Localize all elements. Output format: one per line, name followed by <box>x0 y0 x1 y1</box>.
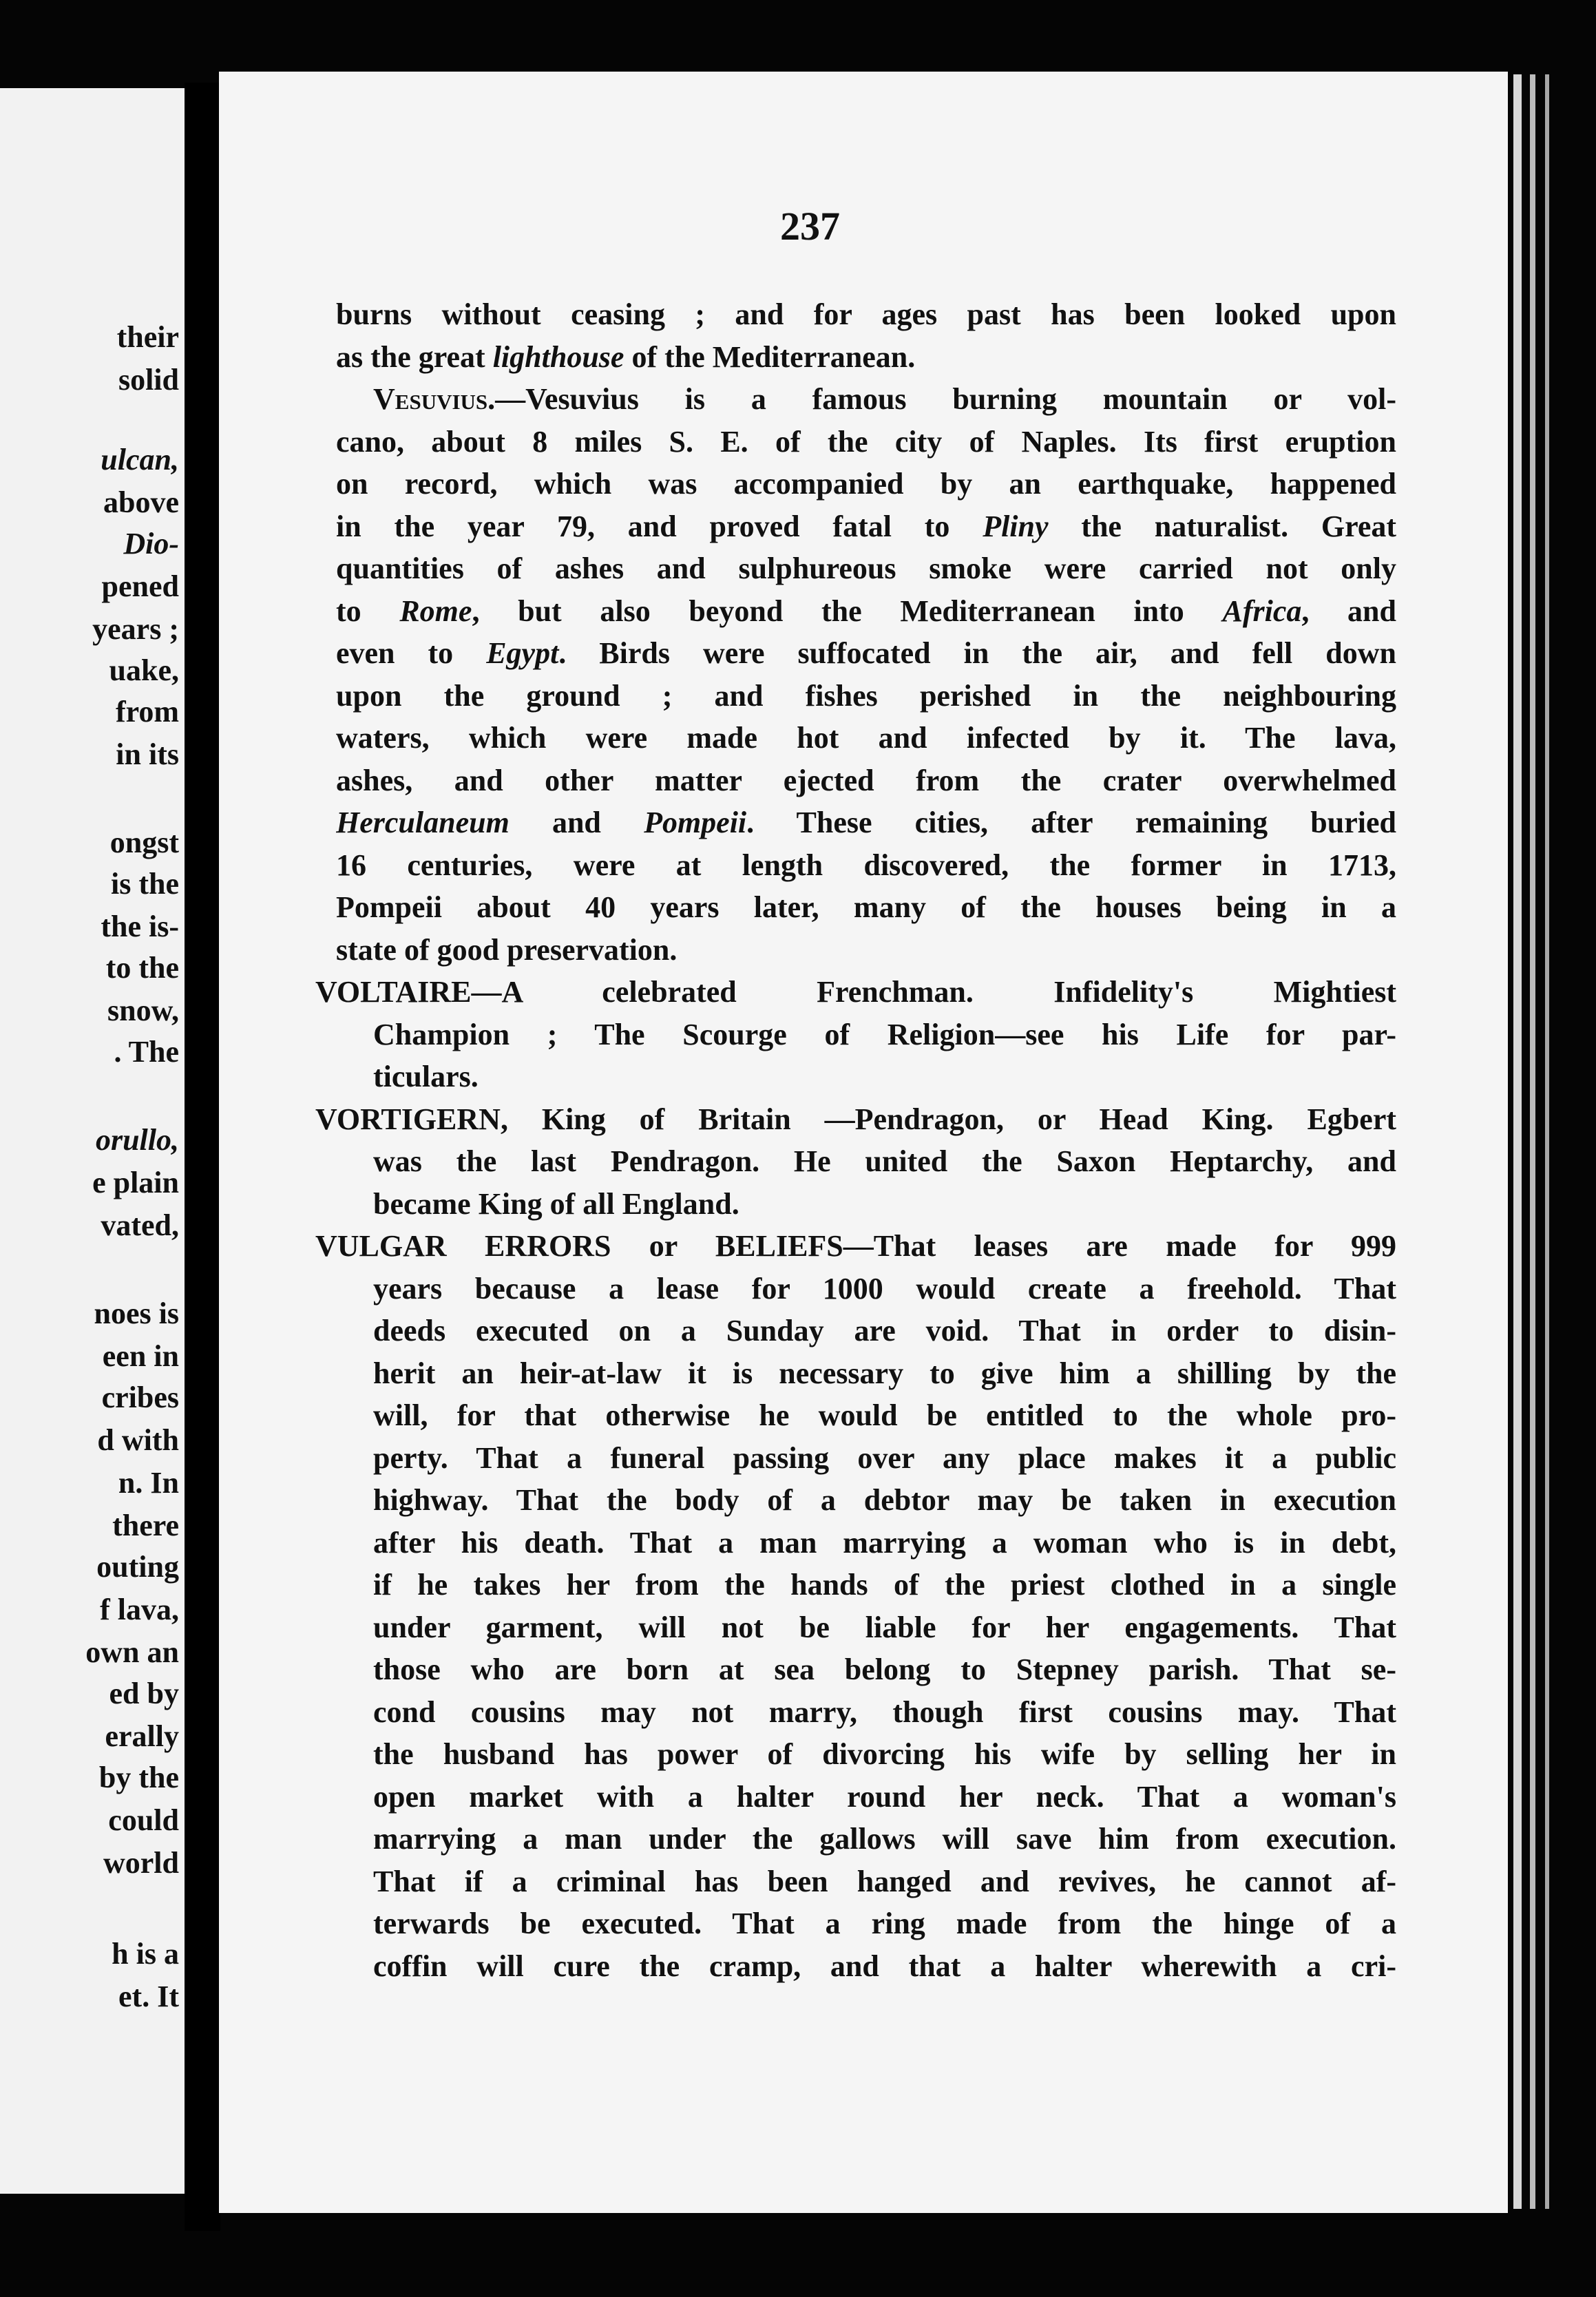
text-run: marrying a man under the gallows will save him from execution. <box>373 1822 1396 1856</box>
left-page-text-fragment: is the <box>111 867 179 901</box>
text-line <box>336 1479 1396 1522</box>
page-number: 237 <box>780 204 840 249</box>
text-run: VOLTAIRE—A celebrated Frenchman. Infidelity's Mightiest <box>315 975 1396 1009</box>
text-run: Pompeii about 40 years later, many of the houses being in a <box>336 890 1396 924</box>
left-page-edge <box>0 88 185 2194</box>
text-run: . These cities, after remaining buried <box>746 806 1396 839</box>
text-run: state of good preservation. <box>336 932 678 967</box>
text-line <box>336 1394 1396 1437</box>
left-page-text-fragment: to the <box>105 951 179 985</box>
text-line <box>336 632 1396 675</box>
text-line <box>336 1648 1396 1691</box>
text-run: on record, which was accompanied by an earthquake, happened <box>336 467 1396 501</box>
text-run: coffin will cure the cramp, and that a halter wherewith a cri- <box>373 1949 1396 1983</box>
italic-text: lighthouse <box>492 339 624 374</box>
left-page-text-fragment: there <box>112 1509 179 1542</box>
left-page-text-fragment: years ; <box>92 612 179 646</box>
text-line <box>336 1902 1396 1945</box>
text-run: in the year 79, and proved fatal to <box>336 509 983 543</box>
left-page-text-fragment: h is a <box>112 1937 179 1971</box>
text-run: Vesuvius. <box>373 382 496 416</box>
text-line <box>336 293 1396 336</box>
left-page-text-fragment: noes is <box>94 1297 179 1330</box>
text-line <box>336 759 1396 802</box>
text-run: and <box>509 806 644 839</box>
text-line <box>315 1098 1396 1141</box>
left-page-text-fragment: orullo, <box>95 1123 179 1157</box>
left-page-text-fragment: from <box>115 695 179 728</box>
left-page-text-fragment: d with <box>97 1423 179 1457</box>
text-run: , and <box>1301 594 1396 628</box>
text-run: the husband has power of divorcing his wife by selling her in <box>373 1737 1396 1771</box>
text-line <box>336 1691 1396 1734</box>
text-line <box>315 971 1396 1014</box>
text-run: That if a criminal has been hanged and revives, he cannot af- <box>373 1864 1396 1898</box>
text-run: was the last Pendragon. He united the Saxon Heptarchy, and <box>373 1144 1396 1178</box>
text-line <box>336 1818 1396 1860</box>
italic-text: Pompeii <box>644 806 747 839</box>
text-run: VULGAR ERRORS or BELIEFS—That leases are made for 999 <box>315 1229 1396 1263</box>
text-line <box>336 1437 1396 1480</box>
left-page-text-fragment: their <box>116 320 179 354</box>
text-run: those who are born at sea belong to Stepney parish. That se- <box>373 1653 1396 1686</box>
text-run: 16 centuries, were at length discovered, the former in 1713, <box>336 848 1396 882</box>
text-run: to <box>336 594 400 628</box>
text-run: herit an heir-at-law it is necessary to give him a shilling by the <box>373 1356 1396 1390</box>
left-page-text-fragment: the is- <box>101 910 179 943</box>
text-line <box>336 547 1396 590</box>
text-line <box>336 1945 1396 1988</box>
text-line <box>336 336 1396 379</box>
page-edge-strip <box>1530 74 1535 2209</box>
text-run: quantities of ashes and sulphureous smoke were carried not only <box>336 552 1396 585</box>
text-run: if he takes her from the hands of the priest clothed in a single <box>373 1568 1396 1602</box>
text-run: the naturalist. Great <box>1048 509 1396 543</box>
text-run: perty. That a funeral passing over any place makes it a public <box>373 1440 1396 1475</box>
text-run: open market with a halter round her neck. That a woman's <box>373 1779 1396 1814</box>
book-gutter <box>185 83 220 2231</box>
text-line <box>315 1225 1396 1268</box>
text-line <box>336 463 1396 505</box>
text-line <box>336 505 1396 548</box>
text-run: Champion ; The Scourge of Religion—see his Life for par- <box>373 1017 1396 1051</box>
left-page-text-fragment: snow, <box>107 994 179 1027</box>
italic-text: Rome <box>399 594 472 628</box>
left-page-text-fragment: by the <box>98 1761 179 1794</box>
text-line <box>336 1522 1396 1564</box>
left-page-text-fragment: f lava, <box>100 1593 179 1626</box>
text-run: even to <box>336 636 487 670</box>
text-run: cano, about 8 miles S. E. of the city of Naples. Its first eruption <box>336 424 1396 459</box>
text-run: burns without ceasing ; and for ages past has been looked upon <box>336 297 1396 331</box>
left-page-text-fragment: above <box>103 485 179 519</box>
left-page-text-fragment: et. It <box>118 1980 179 2013</box>
text-line <box>336 590 1396 633</box>
text-run: years because a lease for 1000 would create a freehold. That <box>373 1271 1396 1305</box>
text-line <box>336 1564 1396 1606</box>
left-page-text-fragment: ongst <box>109 826 179 859</box>
text-line <box>336 1606 1396 1649</box>
left-page-text-fragment: solid <box>118 363 179 397</box>
text-run: highway. That the body of a debtor may be taken in execution <box>373 1483 1396 1517</box>
left-page-text-fragment: . The <box>114 1035 179 1069</box>
italic-text: Africa <box>1222 594 1302 628</box>
text-line <box>336 1183 1396 1226</box>
text-line <box>336 675 1396 717</box>
text-line <box>336 1352 1396 1395</box>
left-page-text-fragment: ulcan, <box>101 443 179 476</box>
text-run: as the great <box>336 339 493 374</box>
text-line <box>336 421 1396 463</box>
left-page-text-fragment: own an <box>85 1635 179 1669</box>
left-page-text-fragment: could <box>108 1803 179 1837</box>
left-page-text-fragment: in its <box>116 737 179 771</box>
text-line <box>336 801 1396 844</box>
text-line <box>336 844 1396 887</box>
text-run: VORTIGERN, King of Britain —Pendragon, or Head King. Egbert <box>315 1102 1396 1136</box>
italic-text: Egypt <box>486 636 559 670</box>
text-run: after his death. That a man marrying a woman who is in debt, <box>373 1525 1396 1560</box>
text-line <box>336 1310 1396 1352</box>
page-edge-strip <box>1545 74 1549 2209</box>
left-page-text-fragment: erally <box>105 1719 179 1753</box>
text-line <box>336 1014 1396 1056</box>
left-page-text-fragment: n. In <box>118 1466 179 1500</box>
text-run: of the Mediterranean. <box>624 339 916 374</box>
text-run: under garment, will not be liable for her engagements. That <box>373 1610 1396 1644</box>
text-run: , but also beyond the Mediterranean into <box>472 594 1223 628</box>
italic-text: Herculaneum <box>336 806 510 839</box>
text-run: ticulars. <box>373 1060 479 1093</box>
text-line <box>336 1056 1396 1098</box>
left-page-text-fragment: cribes <box>101 1381 179 1414</box>
text-run: deeds executed on a Sunday are void. That in order to disin- <box>373 1314 1396 1347</box>
text-line <box>336 1140 1396 1183</box>
left-page-text-fragment: ed by <box>109 1677 179 1710</box>
text-line <box>336 886 1396 929</box>
text-run: became King of all England. <box>373 1186 739 1221</box>
text-run: . Birds were suffocated in the air, and fell down <box>558 636 1396 670</box>
text-line <box>336 378 1396 421</box>
left-page-text-fragment: world <box>103 1846 179 1880</box>
text-line <box>336 1733 1396 1776</box>
text-line <box>336 717 1396 759</box>
book-page <box>219 72 1508 2213</box>
left-page-text-fragment: vated, <box>101 1208 179 1242</box>
text-run: will, for that otherwise he would be entitled to the whole pro- <box>373 1398 1396 1432</box>
text-line <box>336 1860 1396 1903</box>
page-edge-strip <box>1513 74 1522 2209</box>
left-page-text-fragment: uake, <box>109 653 179 687</box>
text-line <box>336 1776 1396 1818</box>
text-run: terwards be executed. That a ring made from the hinge of a <box>373 1907 1396 1940</box>
text-run: —Vesuvius is a famous burning mountain or vol- <box>495 382 1396 416</box>
page-text <box>315 293 1396 1987</box>
text-line <box>336 1268 1396 1310</box>
text-run: upon the ground ; and fishes perished in the neighbouring <box>336 678 1396 713</box>
text-line <box>336 929 1396 972</box>
text-run: ashes, and other matter ejected from the crater overwhelmed <box>336 763 1396 797</box>
left-page-text-fragment: een in <box>102 1339 179 1373</box>
left-page-text-fragment: pened <box>101 569 179 603</box>
left-page-text-fragment: Dio- <box>123 527 179 560</box>
italic-text: Pliny <box>983 509 1049 543</box>
text-run: cond cousins may not marry, though first cousins may. That <box>373 1695 1396 1729</box>
left-page-text-fragment: e plain <box>92 1166 179 1199</box>
left-page-text-fragment: outing <box>96 1550 179 1584</box>
text-run: waters, which were made hot and infected by it. The lava, <box>336 721 1396 755</box>
